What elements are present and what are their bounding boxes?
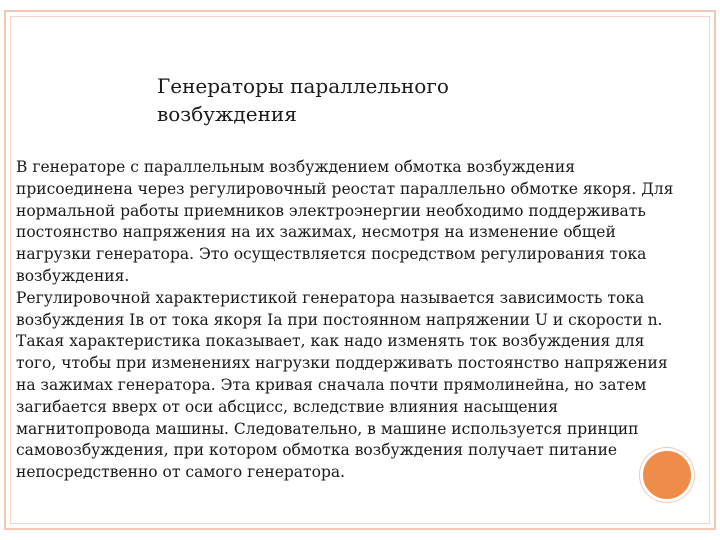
paragraph-1: В генераторе с параллельным возбуждением обмотка возбуждения присоединена через регулировочный реостат параллельно обмотке якоря. Для нормальной работы приемников электроэнергии необходимо поддерживать постоянство напряжения на их зажимах, несмотря на изменение общей нагрузки генератора. Это осуществляется посредством регулирования тока возбуждения. <box>16 158 674 285</box>
paragraph-2: Регулировочной характеристикой генератора называется зависимость тока возбуждения Iв от тока якоря Iа при постоянном напряжении U и скорости n. Такая характеристика показывает, как надо изменять ток возбуждения для того, чтобы при изменениях нагрузки поддерживать постоянство напряжения на зажимах генератора. Эта кривая сначала почти прямолинейна, но затем загибается вверх от оси абсцисс, вследствие влияния насыщения магнитопровода машины. Следовательно, в машине используется принцип самовозбуждения, при котором обмотка возбуждения получает питание непосредственно от самого генератора. <box>16 288 668 482</box>
slide-title: Генераторы параллельного возбуждения <box>157 74 449 126</box>
slide-body <box>16 157 680 484</box>
decorative-orange-circle <box>640 448 694 502</box>
